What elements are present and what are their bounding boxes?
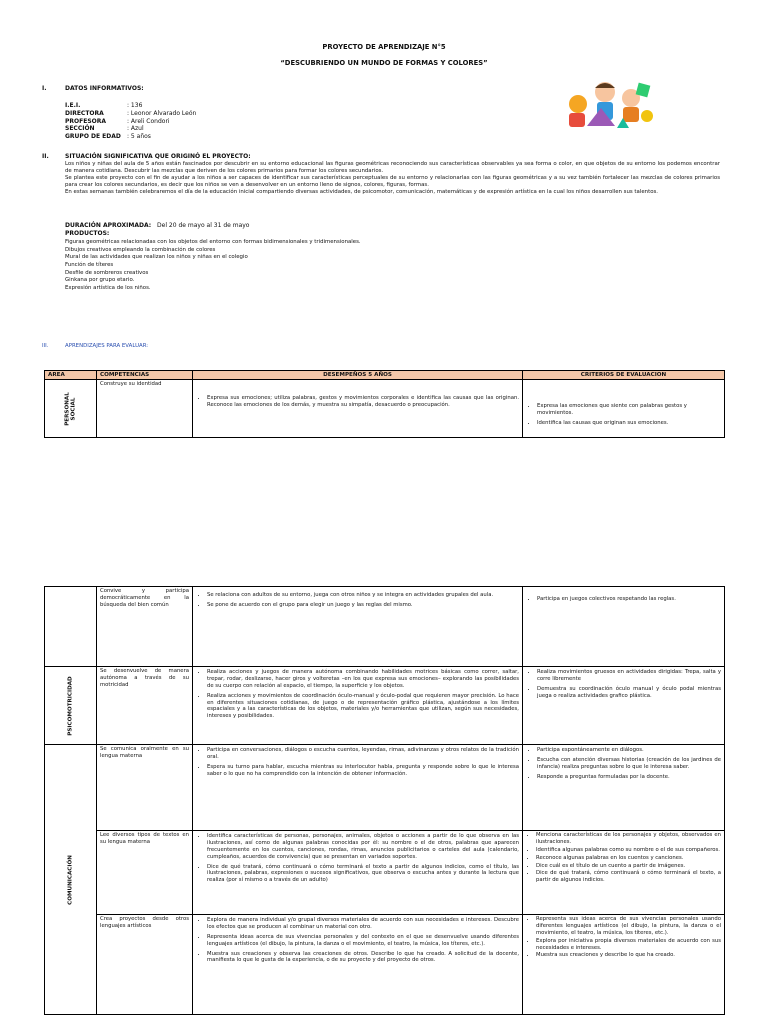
field-value: : Azul	[127, 125, 144, 133]
product-item: Dibujos creativos empleando la combinación de colores	[65, 246, 216, 253]
header-desempenos: DESEMPEÑOS 5 AÑOS	[193, 371, 523, 380]
header-area: AREA	[45, 371, 97, 380]
desempeno-item: • Realiza acciones y movimientos de coordinación óculo-manual y óculo-podal que requieren mayor precisión. Lo hace en diferentes situaciones cotidianas, de juego o de representación gráfico plástica, ajustándose a los límites espaciales y a las características de los objetos, materiales y/o herramientas que utilizan, según sus necesidades, intereses y posibilidades.	[207, 693, 519, 721]
field-label: I.E.I.	[65, 102, 81, 109]
desempeno-item: • Realiza acciones y juegos de manera autónoma combinando habilidades motrices básicas como correr, saltar, trepar, rodar, deslizarse, hacer giros y volteretas –en los que expresa sus emociones– explorando las posibilidades de su cuerpo con relación al espacio, el tiempo, la superficie y los objetos.	[207, 669, 519, 690]
area-cell	[45, 667, 97, 745]
desempeno-item: • Muestra sus creaciones y observa las creaciones de otros. Describe lo que ha creado. A solicitud de la docente, manifiesta lo que le gusta de la experiencia, o de su proyecto y del proyecto de otros.	[207, 951, 519, 965]
desempeno-item: • Identifica características de personas, personajes, animales, objetos o acciones a partir de lo que observa en las ilustraciones, así como de algunas palabras conocidas por él: su nombre o el de otros, palabras que aparecen frecuentemente en los cuentos, canciones, rondas, rimas, anuncios publicitarios o carteles del aula (calendario, cumpleaños, acuerdos de convivencia) que se presentan en variados soportes.	[207, 833, 519, 861]
criterio-item: • Participa espontáneamente en diálogos.	[537, 747, 721, 754]
section-2-heading: SITUACIÓN SIGNIFICATIVA QUE ORIGINÓ EL PROYECTO:	[65, 153, 251, 160]
competencia-cell: Convive y participa democráticamente en la búsqueda del bien común	[97, 587, 193, 667]
criterios-cell	[523, 667, 725, 745]
field-value: : 136	[127, 102, 143, 109]
desempeno-item: • Explora de manera individual y/o grupal diversos materiales de acuerdo con sus necesidades e intereses. Descubre los efectos que se producen al combinar un material con otro.	[207, 917, 519, 931]
section-3-number: III.	[42, 343, 49, 349]
paragraph: Los niños y niñas del aula de 5 años están fascinados por descubrir en su entorno educacional las figuras geométricas reconociendo sus características observables ya sea forma o color, en que objetos de su entorno los podemos encontrar de manera cotidiana. Descubrir las mezclas que deriven de los colores primarios para formar los colores secundarios.	[65, 161, 720, 174]
project-title: PROYECTO DE APRENDIZAJE N°5	[322, 43, 446, 51]
productos-list	[65, 239, 565, 293]
criterios-cell	[523, 831, 725, 915]
table-row	[45, 667, 725, 745]
table-row	[45, 745, 725, 831]
kids-shapes-illustration	[563, 78, 653, 130]
desempeno-item: • Participa en conversaciones, diálogos o escucha cuentos, leyendas, rimas, adivinanzas y otros relatos de la tradición oral.	[207, 747, 519, 761]
product-item: Desfile de sombreros creativos	[65, 269, 149, 276]
field-value: : Leonor Alvarado León	[127, 109, 197, 117]
desempeno-item: • Expresa sus emociones; utiliza palabras, gestos y movimientos corporales e identifica las causas que las originan. Reconoce las emociones de los demás, y muestra su simpatía, desacuerdo o preocupación.	[207, 395, 519, 409]
criterio-item: • Representa sus ideas acerca de sus vivencias personales usando diferentes lenguajes artísticos (el dibujo, la pintura, la danza o el movimiento, el teatro, la música, los títeres, etc.).	[536, 916, 721, 937]
field-label: PROFESORA	[65, 117, 107, 125]
desempenos-cell	[193, 745, 523, 831]
competencia-cell: Lee diversos tipos de textos en su lengua materna	[97, 831, 193, 915]
desempenos-cell	[193, 587, 523, 667]
desempeno-item: • Representa ideas acerca de sus vivencias personales y del contexto en el que se desenvuelve usando diferentes lenguajes artísticos (el dibujo, la pintura, la danza o el movimiento, el teatro, la música, los títeres, etc.).	[207, 934, 519, 948]
field-value: : Areli Condori	[127, 117, 170, 125]
evaluation-table-2	[44, 586, 725, 1015]
product-item: Expresión artística de los niños.	[65, 285, 151, 292]
productos-label: PRODUCTOS:	[65, 230, 110, 237]
criterio-item: • Identifica las causas que originan sus emociones.	[537, 420, 721, 427]
section-2-number: II.	[42, 153, 49, 160]
criterio-item: • Dice de qué tratará, cómo continuará o cómo terminará el texto, a partir de algunos indicios.	[536, 870, 721, 884]
desempeno-item: • Se pone de acuerdo con el grupo para elegir un juego y las reglas del mismo.	[207, 602, 519, 609]
desempeno-item: • Espera su turno para hablar, escucha mientras su interlocutor habla, pregunta y responde sobre lo que le interesa saber o lo que no ha comprendido con la intención de obtener información.	[207, 764, 519, 778]
desempenos-cell	[193, 380, 523, 438]
criterio-item: • Muestra sus creaciones y describe lo que ha creado.	[536, 952, 721, 959]
criterio-item: • Responde a preguntas formuladas por la docente.	[537, 774, 721, 781]
table-header-row	[45, 371, 725, 380]
header-criterios: CRITERIOS DE EVALUACION	[523, 371, 725, 380]
field-iei	[65, 102, 325, 110]
field-grupo-edad	[65, 133, 325, 141]
criterio-item: • Escucha con atención diversas historias (creación de los jardines de infancia) realiza preguntas sobre lo que le interesa saber.	[537, 757, 721, 771]
competencia-cell: Se desenvuelve de manera autónoma a través de su motricidad	[97, 667, 193, 745]
product-item: Función de títeres	[65, 262, 114, 269]
paragraph: En estas semanas también celebraremos el día de la educación inicial compartiendo diversas actividades, de psicomotor, comunicación, matemáticas y de expresión artística en la cual los niños desarrollen sus talentos.	[65, 188, 659, 195]
table-row	[45, 831, 725, 915]
criterio-item: • Menciona características de los personajes y objetos, observados en ilustraciones.	[536, 832, 721, 846]
desempenos-cell	[193, 831, 523, 915]
field-profesora	[65, 118, 325, 126]
situacion-significativa	[65, 161, 720, 196]
competencia-cell: Se comunica oralmente en su lengua materna	[97, 745, 193, 831]
competencia-cell: Construye su identidad	[97, 380, 193, 438]
table-row	[45, 915, 725, 1015]
product-item: Ginkana por grupo etario.	[65, 277, 135, 284]
competencia-cell: Crea proyectos desde otros lenguajes artísticos	[97, 915, 193, 1015]
duracion-label: DURACIÓN APROXIMADA:	[65, 222, 152, 229]
area-label: COMUNICACIÓN	[66, 854, 73, 905]
criterio-item: • Explora por iniciativa propia diversos materiales de acuerdo con sus necesidades e intereses.	[536, 938, 721, 952]
product-item: Mural de las actividades que realizan los niños y niñas en el colegio	[65, 254, 248, 261]
section-1-heading: DATOS INFORMATIVOS:	[65, 85, 144, 92]
project-subtitle: “DESCUBRIENDO UN MUNDO DE FORMAS Y COLORES”	[280, 59, 488, 67]
section-1-number: I.	[42, 85, 47, 92]
table-row	[45, 587, 725, 667]
field-directora	[65, 110, 325, 118]
criterio-item: • Identifica algunas palabras como su nombre o el de sus compañeros.	[536, 847, 721, 854]
criterio-item: • Expresa las emociones que siente con palabras gestos y movimientos.	[537, 403, 721, 417]
criterio-item: • Reconoce algunas palabras en los cuentos y canciones.	[536, 855, 721, 862]
criterio-item: • Dice cuál es el título de un cuento a partir de imágenes.	[536, 863, 721, 870]
field-label: GRUPO DE EDAD	[65, 133, 121, 141]
area-cell	[45, 587, 97, 667]
field-value: : 5 años	[127, 133, 151, 141]
criterios-cell	[523, 745, 725, 831]
section-3-heading: APRENDIZAJES PARA EVALUAR:	[65, 343, 149, 349]
area-cell	[45, 745, 97, 1015]
datos-informativos	[65, 102, 325, 141]
desempenos-cell	[193, 915, 523, 1015]
product-item: Figuras geométricas relacionadas con los objetos del entorno con formas bidimensionales y tridimensionales.	[65, 239, 361, 245]
desempenos-cell	[193, 667, 523, 745]
evaluation-table-1	[44, 370, 725, 438]
paragraph: Se plantea este proyecto con el fin de ayudar a los niños a ser capaces de identificar sus características perceptuales de su entorno y relacionarlas con las figuras geométricas y a su vez también fortalecer las mezclas de colores primarios para crear los colores secundarios, es decir que los niños se ven a desenvolver en un entorno lleno de signos, colores, figuras, formas.	[65, 174, 720, 188]
duracion	[65, 222, 465, 230]
header-competencias: COMPETENCIAS	[97, 371, 193, 380]
area-label: PERSONAL SOCIAL	[64, 391, 77, 426]
table-row	[45, 380, 725, 438]
criterios-cell	[523, 587, 725, 667]
criterios-cell	[523, 915, 725, 1015]
duracion-value: Del 20 de mayo al 31 de mayo	[157, 222, 250, 229]
desempeno-item: • Dice de qué tratará, cómo continuará o cómo terminará el texto a partir de algunos indicios, como el título, las ilustraciones, palabras, expresiones o sucesos significativos, que observa o escucha antes y durante la lectura que realiza (por sí mismo o a través de un adulto)	[207, 864, 519, 885]
criterios-cell	[523, 380, 725, 438]
field-seccion	[65, 125, 325, 133]
criterio-item: • Realiza movimientos gruesos en actividades dirigidas: Trepa, salta y corre libremente	[537, 669, 721, 683]
desempeno-item: • Se relaciona con adultos de su entorno, juega con otros niños y se integra en actividades grupales del aula.	[207, 592, 519, 599]
criterio-item: • Demuestra su coordinación óculo manual y óculo podal mientras juega o realiza actividades grafico plástica.	[537, 686, 721, 700]
field-label: SECCIÓN	[65, 125, 95, 133]
area-cell	[45, 380, 97, 438]
field-label: DIRECTORA	[65, 109, 104, 117]
criterio-item: • Participa en juegos colectivos respetando las reglas.	[537, 596, 721, 603]
area-label: PSICOMOTRICIDAD	[66, 675, 73, 736]
